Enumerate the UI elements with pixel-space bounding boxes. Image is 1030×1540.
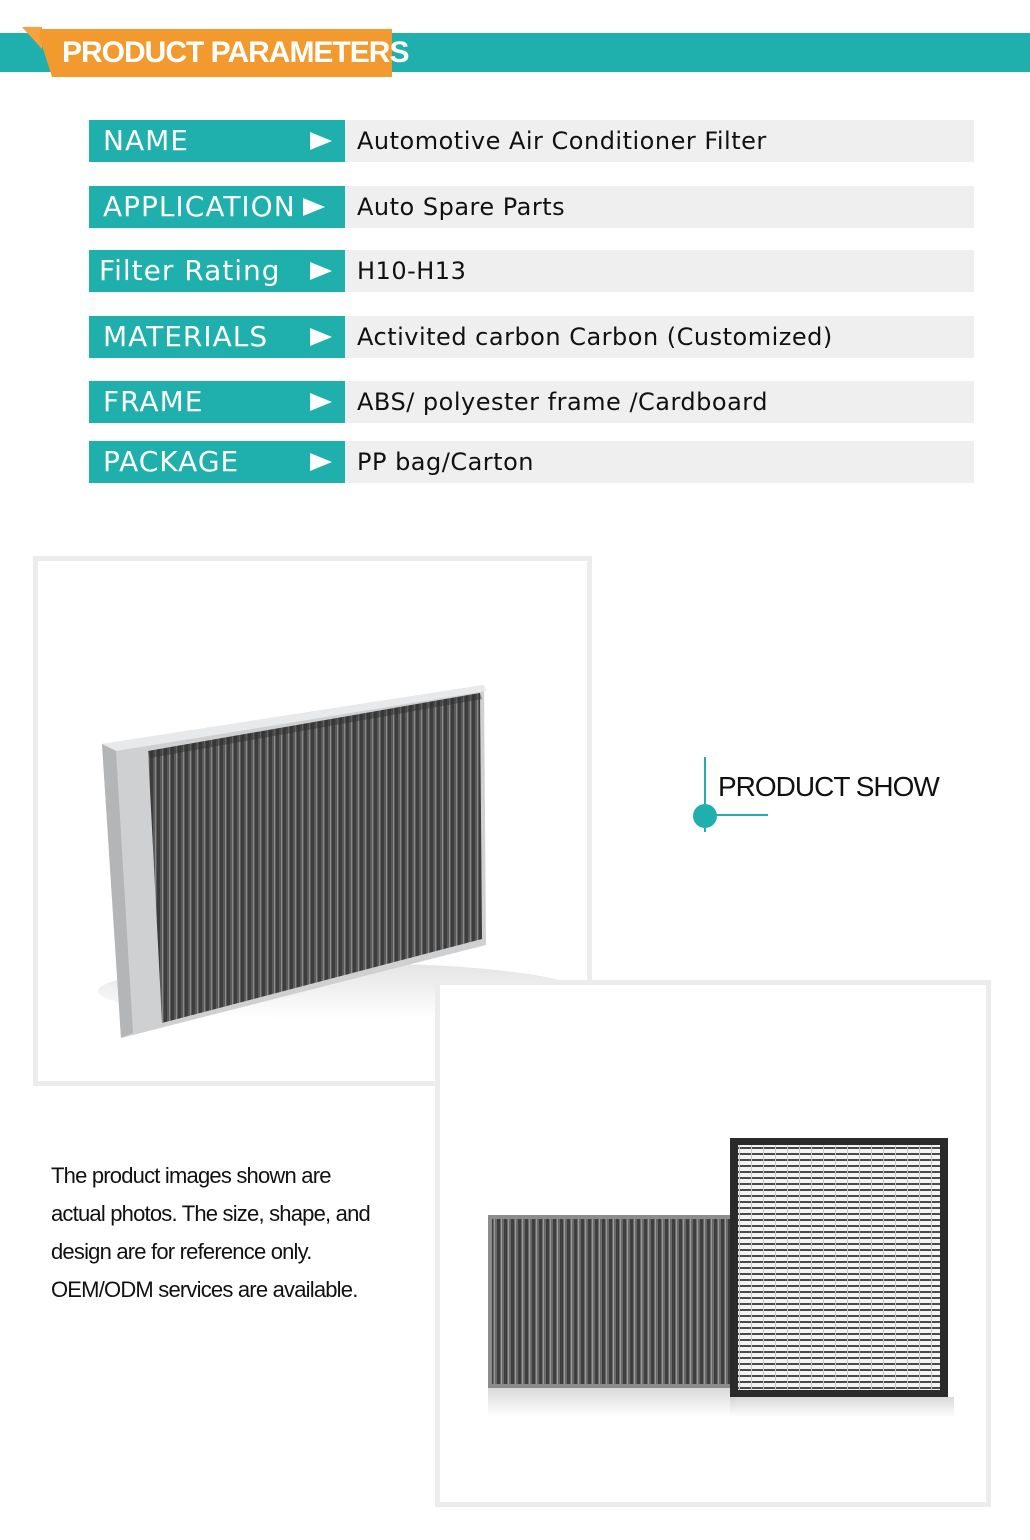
param-value: Automotive Air Conditioner Filter [357,127,767,155]
param-label: APPLICATION [103,190,296,223]
product-show-title: PRODUCT SHOW [718,771,939,802]
param-value-box [345,441,974,483]
param-label: FRAME [103,385,204,418]
param-label-box [89,381,345,423]
param-value: PP bag/Carton [357,448,534,476]
param-row-materials [89,316,974,358]
product-photo-frame [435,980,991,1507]
param-label: MATERIALS [103,320,269,353]
param-value: Auto Spare Parts [357,193,566,221]
param-value-box [345,120,974,162]
param-row-frame [89,381,974,423]
arrow-right-icon [310,453,332,471]
param-row-filter-rating [89,250,974,292]
timeline-dot-icon [693,804,717,828]
param-value: H10-H13 [357,257,467,285]
header-fold [22,27,42,49]
param-row-application [89,186,974,228]
param-label-box [89,316,345,358]
arrow-right-icon [310,262,332,280]
arrow-right-icon [310,328,332,346]
param-label-box [89,250,345,292]
param-row-name [89,120,974,162]
disclaimer-text: The product images shown are actual photos. The size, shape, and design are for reference only. OEM/ODM services are available. [51,1163,370,1302]
param-value-box [345,250,974,292]
param-label-box [89,120,345,162]
param-label: NAME [103,124,189,157]
arrow-right-icon [310,132,332,150]
arrow-right-icon [303,198,325,216]
param-value: ABS/ polyester frame /Cardboard [357,388,768,416]
param-label: Filter Rating [99,254,281,287]
param-label-box [89,186,345,228]
param-value-box [345,316,974,358]
param-row-package [89,441,974,483]
page-title: PRODUCT PARAMETERS [62,36,409,69]
param-label: PACKAGE [103,445,240,478]
arrow-right-icon [310,393,332,411]
param-value-box [345,381,974,423]
param-value: Activited carbon Carbon (Customized) [357,323,833,351]
filters-pair-image [440,985,986,1502]
param-label-box [89,441,345,483]
param-value-box [345,186,974,228]
